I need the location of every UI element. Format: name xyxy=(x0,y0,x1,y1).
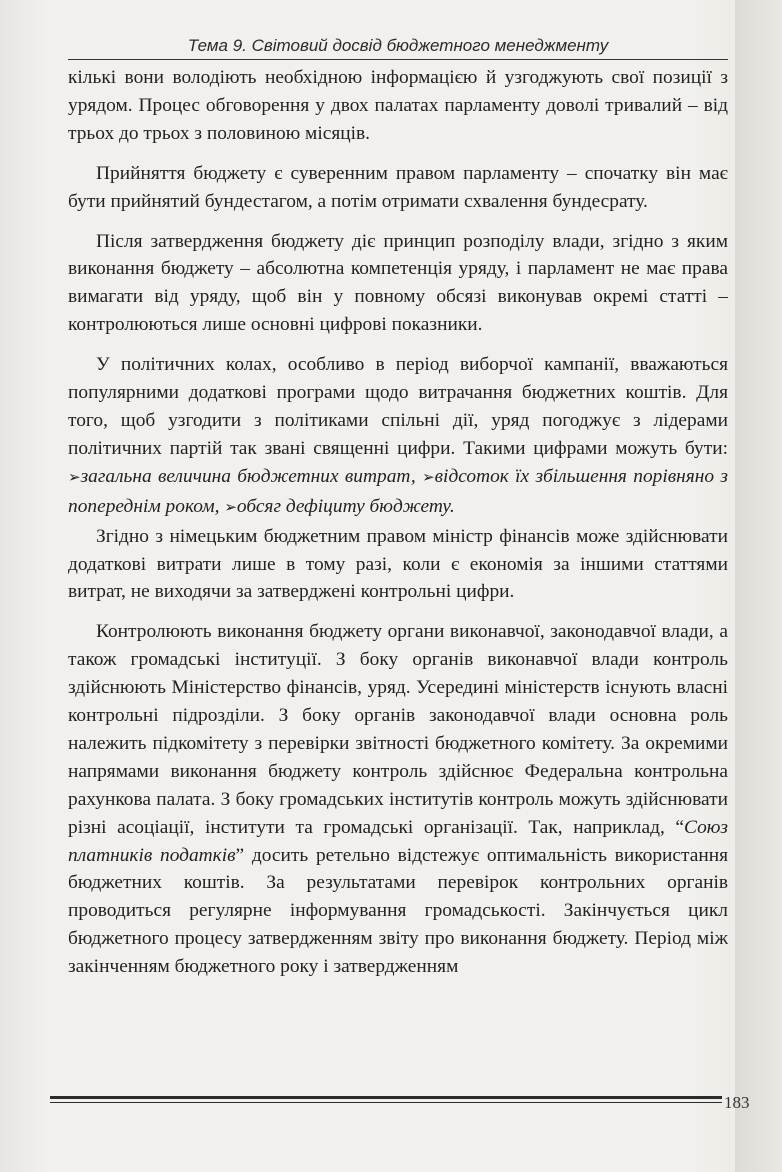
arrow-bullet-icon: ➢ xyxy=(224,499,237,516)
paragraph-6-text-before: Контролюють виконання бюджету органи виконавчої, законодавчої влади, а також громадські інституції. З боку органів виконавчої влади контроль здійснюють Міністерство фінансів, уряд. Усередині міністерств існують власні контрольні підрозділи. З боку органів законодавчої влади основна роль належить підкомітету з перевірки звітності бюджетного комітету. За окремими напрямами виконання бюджету контроль здійснює Федеральна контрольна рахункова палата. З боку громадських інститутів контроль можуть здійснювати різні асоціації, інститути та громадські організації. Так, наприклад, “ xyxy=(68,621,728,838)
chapter-title: Тема 9. Світовий досвід бюджетного менеджменту xyxy=(187,36,609,55)
next-page-edge xyxy=(735,0,782,1172)
paragraph-3: Після затвердження бюджету діє принцип розподілу влади, згідно з яким виконання бюджету – абсолютна компетенція уряду, і парламент не має права вимагати від уряду, щоб він у повному обсязі виконував окремі статті – контролюються лише основні цифрові показники. xyxy=(68,230,728,336)
sacred-figure-2: відсоток їх збільшення порівняно з попереднім роком, xyxy=(68,465,728,517)
paragraph-6-text-after: ” досить ретельно відстежує оптимальність використання бюджетних коштів. За результатами перевірок контрольних органів проводиться регулярне інформування громадськості. Закінчується цикл бюджетного процесу затвердженням звіту про виконання бюджету. Період між закінченням бюджетного року і затвердженням xyxy=(68,844,728,978)
page-body xyxy=(68,64,728,981)
sacred-figure-1: загальна величина бюджетних витрат, xyxy=(80,465,416,487)
running-header xyxy=(68,32,728,60)
paragraph-5: Згідно з німецьким бюджетним правом міністр фінансів може здійснювати додаткові витрати лише в тому разі, коли є економія за іншими статтями витрат, не виходячи за затверджені контрольні цифри. xyxy=(68,525,728,603)
footer-rule-thick xyxy=(50,1096,722,1099)
paragraph-2: Прийняття бюджету є суверенним правом парламенту – спочатку він має бути прийнятий бундестагом, а потім отримати схвалення бундесрату. xyxy=(68,162,728,212)
page-number: 183 xyxy=(724,1093,750,1112)
quoted-organization: Союз платників податків xyxy=(68,816,728,866)
arrow-bullet-icon: ➢ xyxy=(422,469,435,486)
footer-rule-thin xyxy=(50,1102,722,1103)
sacred-figure-3: обсяг дефіциту бюджету. xyxy=(236,495,455,517)
paragraph-4 xyxy=(68,351,728,522)
paragraph-4-text: У політичних колах, особливо в період виборчої кампанії, вважаються популярними додаткові програми щодо витрачання бюджетних коштів. Для того, щоб узгодити з політиками спільні дії, уряд погоджує з лідерами політичних партій так звані священні цифри. Такими цифрами можуть бути: xyxy=(68,354,728,459)
paragraph-1: кількі вони володіють необхідною інформацією й узгоджують свої позиції з урядом. Процес обговорення у двох палатах парламенту доволі тривалий – від трьох до трьох з половиною місяців. xyxy=(68,67,728,144)
header-rule xyxy=(68,59,728,60)
arrow-bullet-icon: ➢ xyxy=(68,469,81,486)
paragraph-6 xyxy=(68,618,728,981)
